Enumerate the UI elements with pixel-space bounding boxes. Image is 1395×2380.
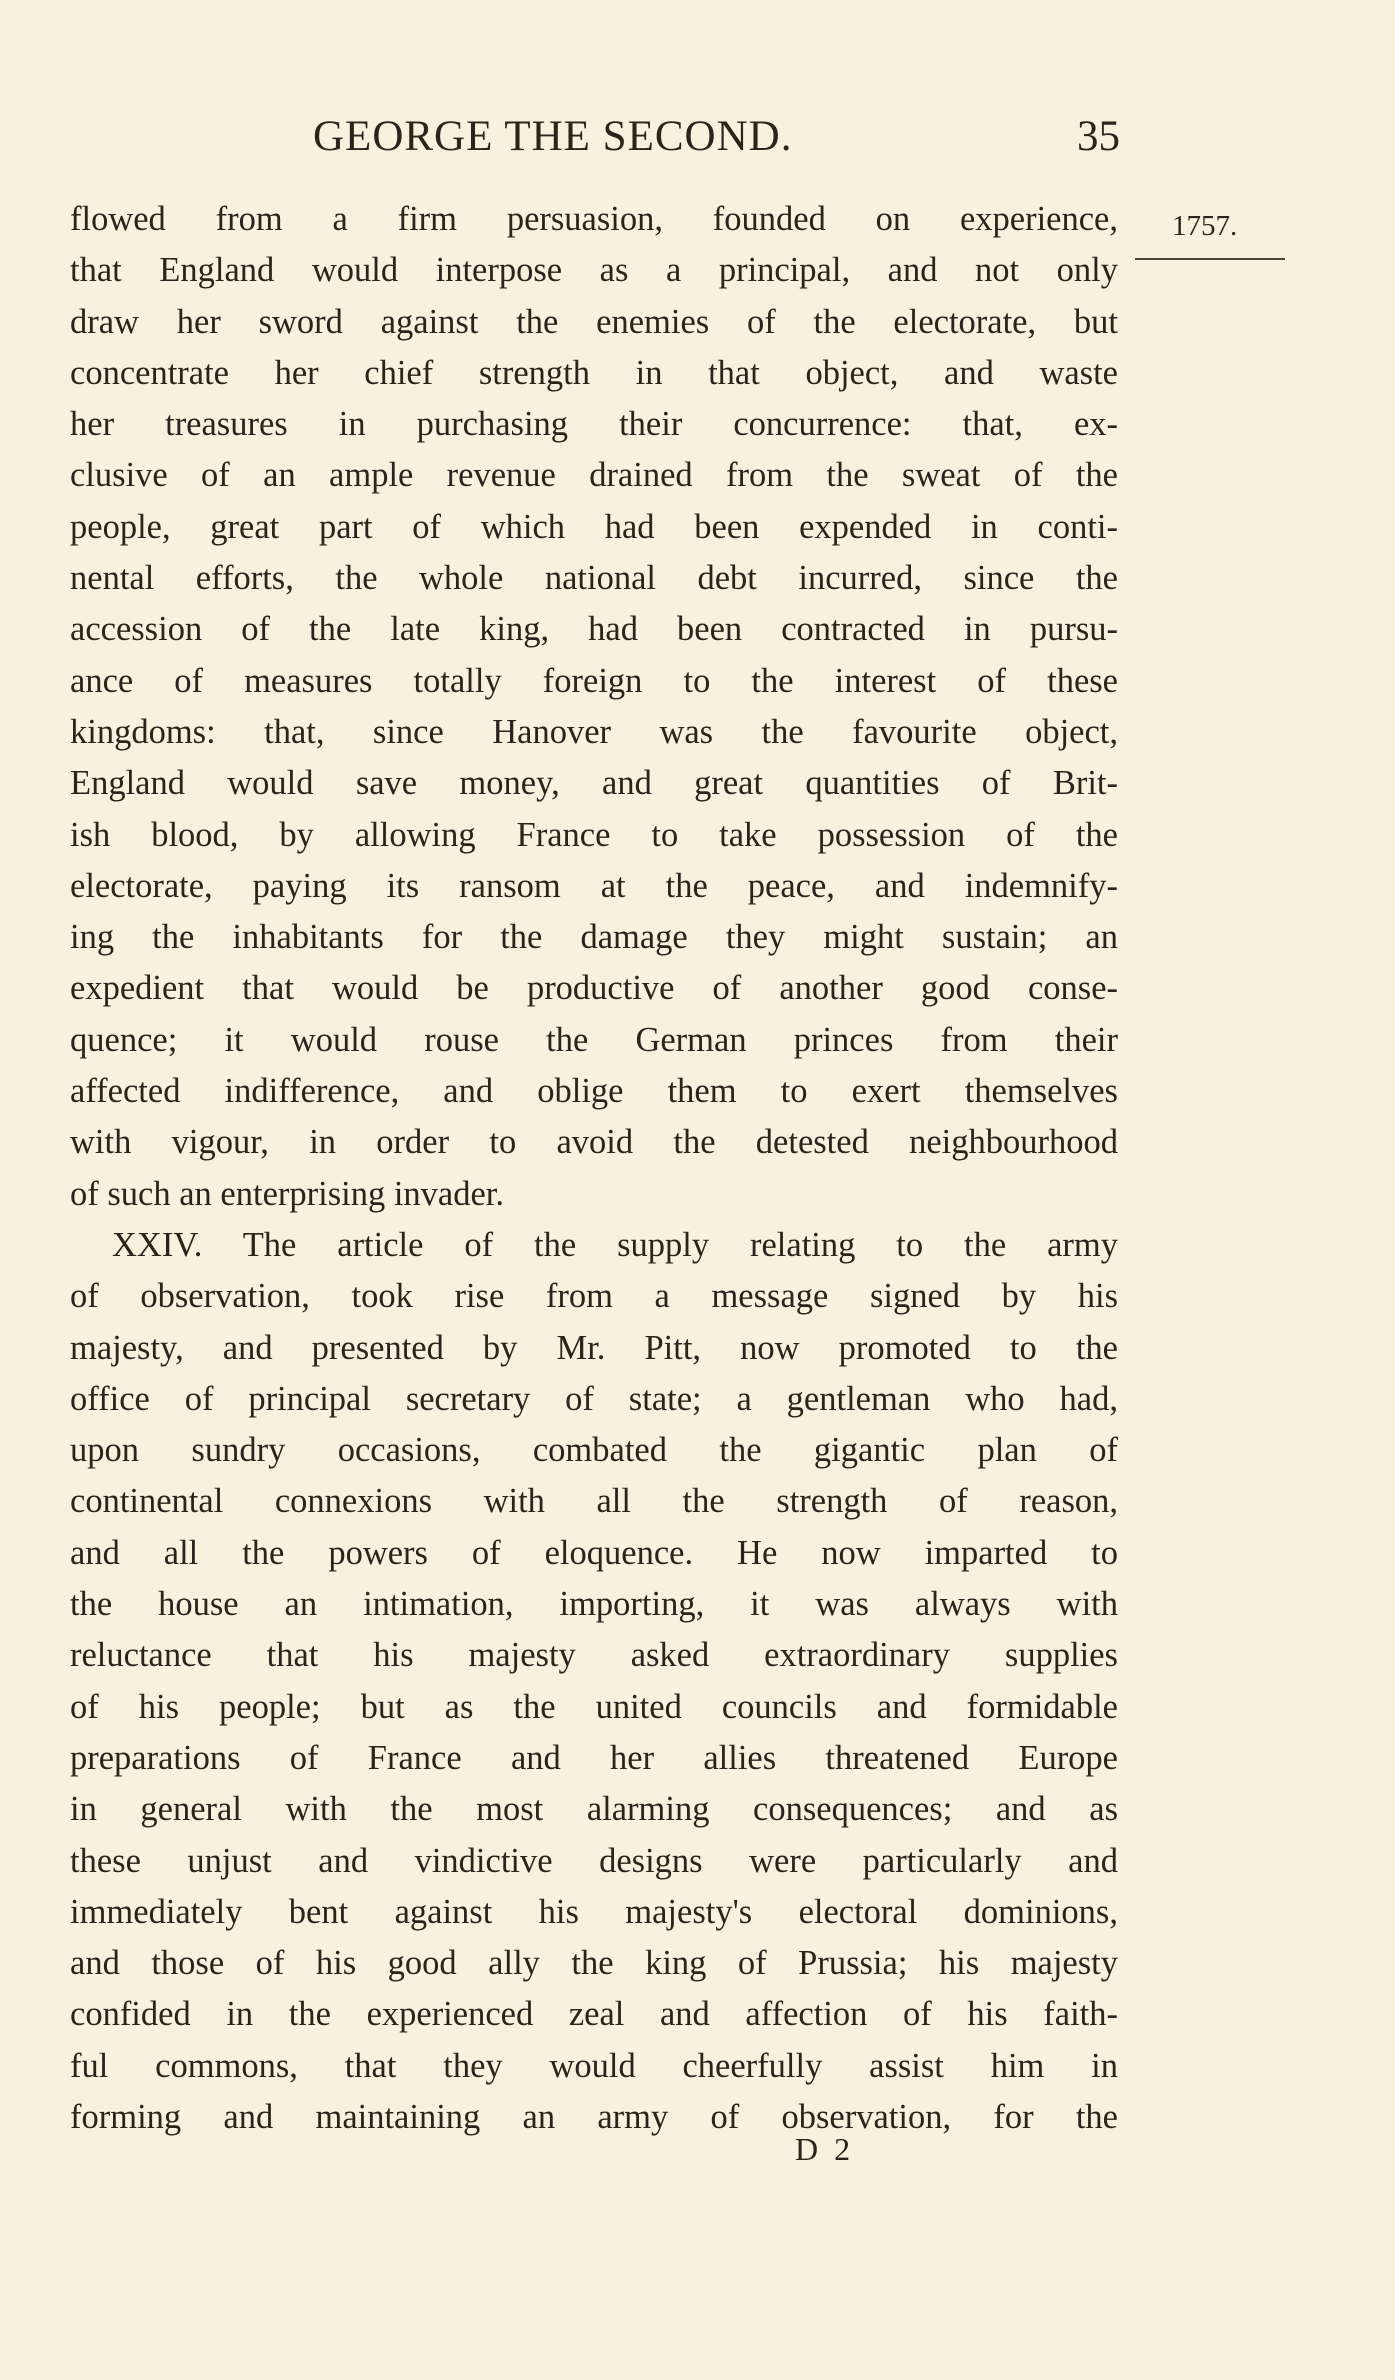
text-line: nental efforts, the whole national debt incurred, since the <box>70 559 1118 598</box>
text-line: ing the inhabitants for the damage they might sustain; an <box>70 918 1118 957</box>
text-line: office of principal secretary of state; a gentleman who had, <box>70 1379 1118 1418</box>
text-line: of his people; but as the united councils and formidable <box>70 1687 1118 1726</box>
body-text <box>70 194 1118 2143</box>
running-title: GEORGE THE SECOND. <box>313 113 793 160</box>
text-line: upon sundry occasions, combated the gigantic plan of <box>70 1431 1118 1470</box>
text-line: expedient that would be productive of another good conse- <box>70 969 1118 1008</box>
text-line: England would save money, and great quantities of Brit- <box>70 764 1118 803</box>
text-line: continental connexions with all the strength of reason, <box>70 1482 1118 1521</box>
text-line: majesty, and presented by Mr. Pitt, now promoted to the <box>70 1328 1118 1367</box>
text-line: accession of the late king, had been contracted in pursu- <box>70 610 1118 649</box>
text-line: that England would interpose as a principal, and not only <box>70 251 1118 290</box>
text-line: draw her sword against the enemies of the electorate, but <box>70 302 1118 341</box>
text-line: electorate, paying its ransom at the peace, and indemnify- <box>70 866 1118 905</box>
margin-rule <box>1135 258 1285 260</box>
text-line: in general with the most alarming consequences; and as <box>70 1790 1118 1829</box>
text-line: the house an intimation, importing, it was always with <box>70 1585 1118 1624</box>
text-line: people, great part of which had been expended in conti- <box>70 507 1118 546</box>
section-start-line: XXIV. The article of the supply relating to the army <box>112 1225 1118 1264</box>
text-line: concentrate her chief strength in that object, and waste <box>70 353 1118 392</box>
text-line: reluctance that his majesty asked extraordinary supplies <box>70 1636 1118 1675</box>
text-line: these unjust and vindictive designs were particularly and <box>70 1841 1118 1880</box>
page-number: 35 <box>1077 113 1120 160</box>
text-line: kingdoms: that, since Hanover was the favourite object, <box>70 712 1118 751</box>
text-line: confided in the experienced zeal and affection of his faith- <box>70 1995 1118 2034</box>
text-line: preparations of France and her allies threatened Europe <box>70 1738 1118 1777</box>
paragraph-end-line: of such an enterprising invader. <box>70 1174 504 1213</box>
text-line: ish blood, by allowing France to take possession of the <box>70 815 1118 854</box>
text-line: of observation, took rise from a message signed by his <box>70 1277 1118 1316</box>
text-line: and those of his good ally the king of Prussia; his majesty <box>70 1944 1118 1983</box>
text-line: and all the powers of eloquence. He now imparted to <box>70 1533 1118 1572</box>
text-line: flowed from a firm persuasion, founded on experience, <box>70 200 1118 238</box>
text-line: immediately bent against his majesty's electoral dominions, <box>70 1892 1118 1931</box>
text-line: ful commons, that they would cheerfully assist him in <box>70 2046 1118 2085</box>
signature-mark: D 2 <box>795 2131 855 2167</box>
text-line: affected indifference, and oblige them to exert themselves <box>70 1072 1118 1111</box>
text-line: with vigour, in order to avoid the detested neighbourhood <box>70 1123 1118 1162</box>
text-line: her treasures in purchasing their concurrence: that, ex- <box>70 405 1118 444</box>
text-line: forming and maintaining an army of observation, for the <box>70 2097 1118 2136</box>
margin-year-note: 1757. <box>1172 210 1238 242</box>
text-line: quence; it would rouse the German princes from their <box>70 1020 1118 1059</box>
running-head <box>70 112 1120 172</box>
text-line: ance of measures totally foreign to the interest of these <box>70 661 1118 700</box>
text-line: clusive of an ample revenue drained from the sweat of the <box>70 456 1118 495</box>
